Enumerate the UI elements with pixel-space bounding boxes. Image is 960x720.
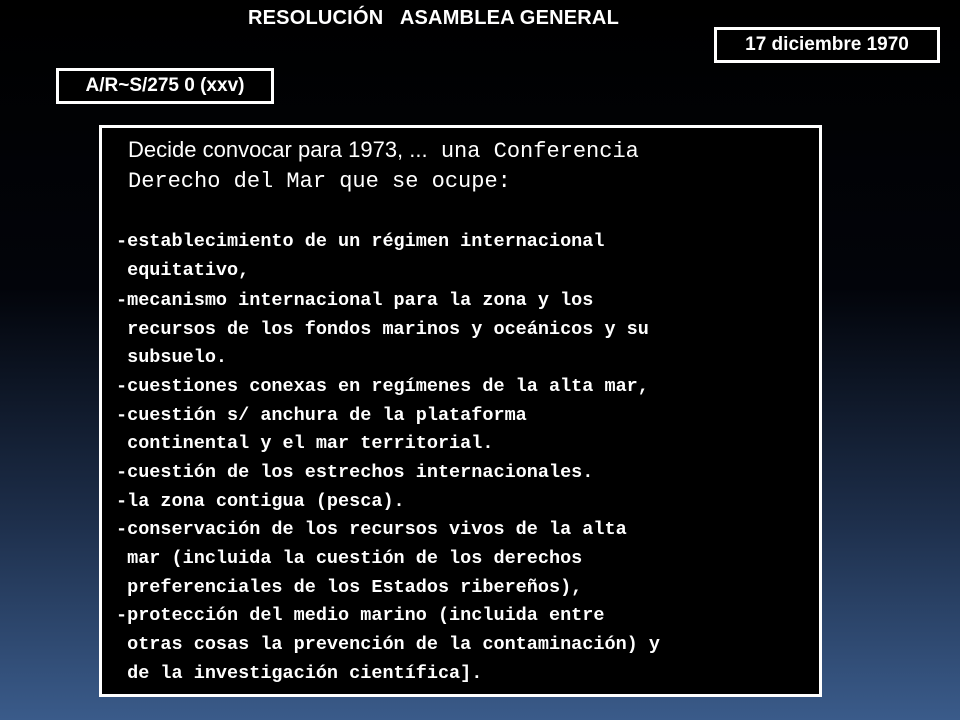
list-line: mar (incluida la cuestión de los derechos — [116, 548, 583, 569]
resolution-code-text: A/R~S/275 0 (xxv) — [85, 75, 245, 96]
list-line: otras cosas la prevención de la contaminación) y — [116, 634, 660, 655]
list-line: recursos de los fondos marinos y oceánicos y su — [116, 319, 649, 340]
list-line: -cuestión s/ anchura de la plataforma — [116, 405, 527, 426]
list-line: -establecimiento de un régimen internacional — [116, 231, 605, 252]
list-line: -protección del medio marino (incluida entre — [116, 605, 605, 626]
content-heading-line-2 — [128, 166, 511, 196]
date-badge — [714, 27, 940, 63]
list-line: -cuestión de los estrechos internacionales. — [116, 462, 594, 483]
list-line: -la zona contigua (pesca). — [116, 491, 405, 512]
list-line: -mecanismo internacional para la zona y los — [116, 290, 594, 311]
resolution-code-badge — [56, 68, 274, 104]
list-line: continental y el mar territorial. — [116, 433, 494, 454]
date-text: 17 diciembre 1970 — [745, 34, 909, 55]
list-line: preferenciales de los Estados ribereños), — [116, 577, 583, 598]
list-line: -cuestiones conexas en regímenes de la alta mar, — [116, 376, 649, 397]
heading-intro-text: Decide convocar para 1973, ... — [128, 137, 428, 162]
list-line: de la investigación científica]. — [116, 663, 483, 684]
slide-title: RESOLUCIÓN ASAMBLEA GENERAL — [248, 7, 619, 29]
content-box — [99, 125, 822, 697]
list-line: -conservación de los recursos vivos de la alta — [116, 519, 627, 540]
heading-subject-text: Derecho del Mar que se ocupe: — [128, 169, 511, 194]
heading-conference-text: una Conferencia — [427, 139, 639, 164]
list-line: subsuelo. — [116, 347, 228, 368]
content-heading-line-1 — [128, 136, 639, 166]
list-line: equitativo, — [116, 260, 250, 281]
